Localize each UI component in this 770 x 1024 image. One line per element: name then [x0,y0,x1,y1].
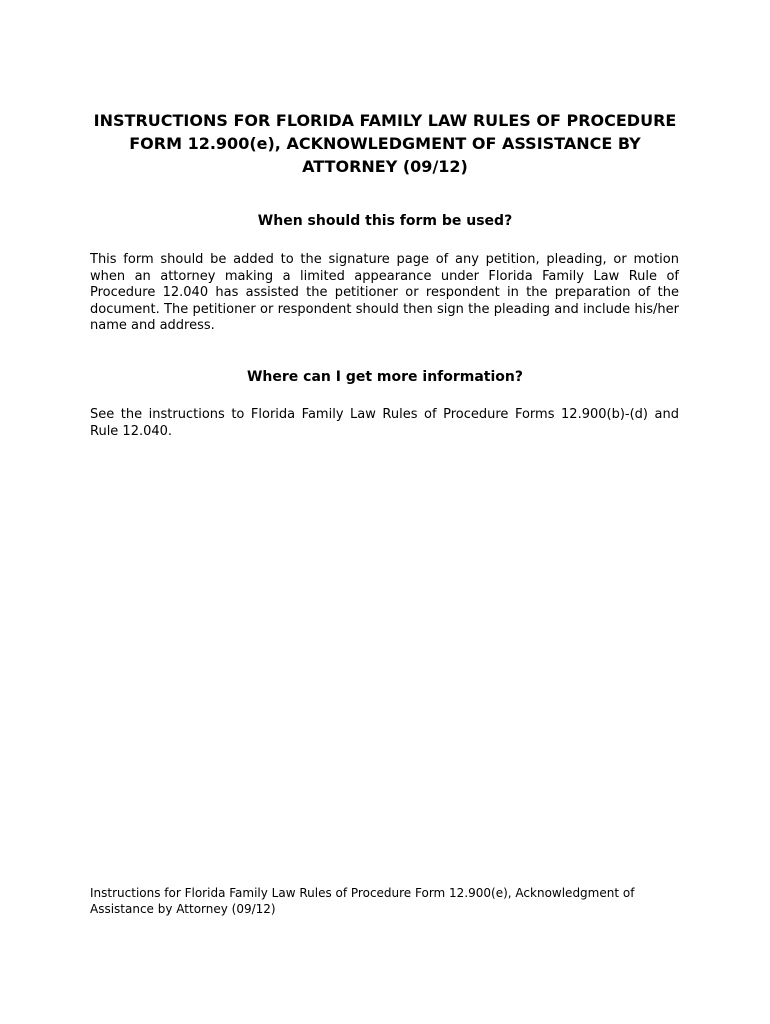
page-footer: Instructions for Florida Family Law Rules of Procedure Form 12.900(e), Acknowledgment of Assistance by Attorney (09/12) [90,886,635,916]
section-heading-more-info: Where can I get more information? [246,369,524,385]
section-heading-when-used: When should this form be used? [257,213,513,229]
section-body-more-info: See the instructions to Florida Family Law Rules of Procedure Forms 12.900(b)-(d) and Rule 12.040. [90,407,679,439]
section-body-when-used: This form should be added to the signature page of any petition, pleading, or motion when an attorney making a limited appearance under Florida Family Law Rule of Procedure 12.040 has assisted the petitioner or respondent in the preparation of the document. The petitioner or respondent should then sign the pleading and include his/her name and address. [90,252,679,334]
document-title: INSTRUCTIONS FOR FLORIDA FAMILY LAW RULES OF PROCEDURE FORM 12.900(e), ACKNOWLEDGMENT OF ASSISTANCE BY ATTORNEY (09/12) [93,111,677,176]
